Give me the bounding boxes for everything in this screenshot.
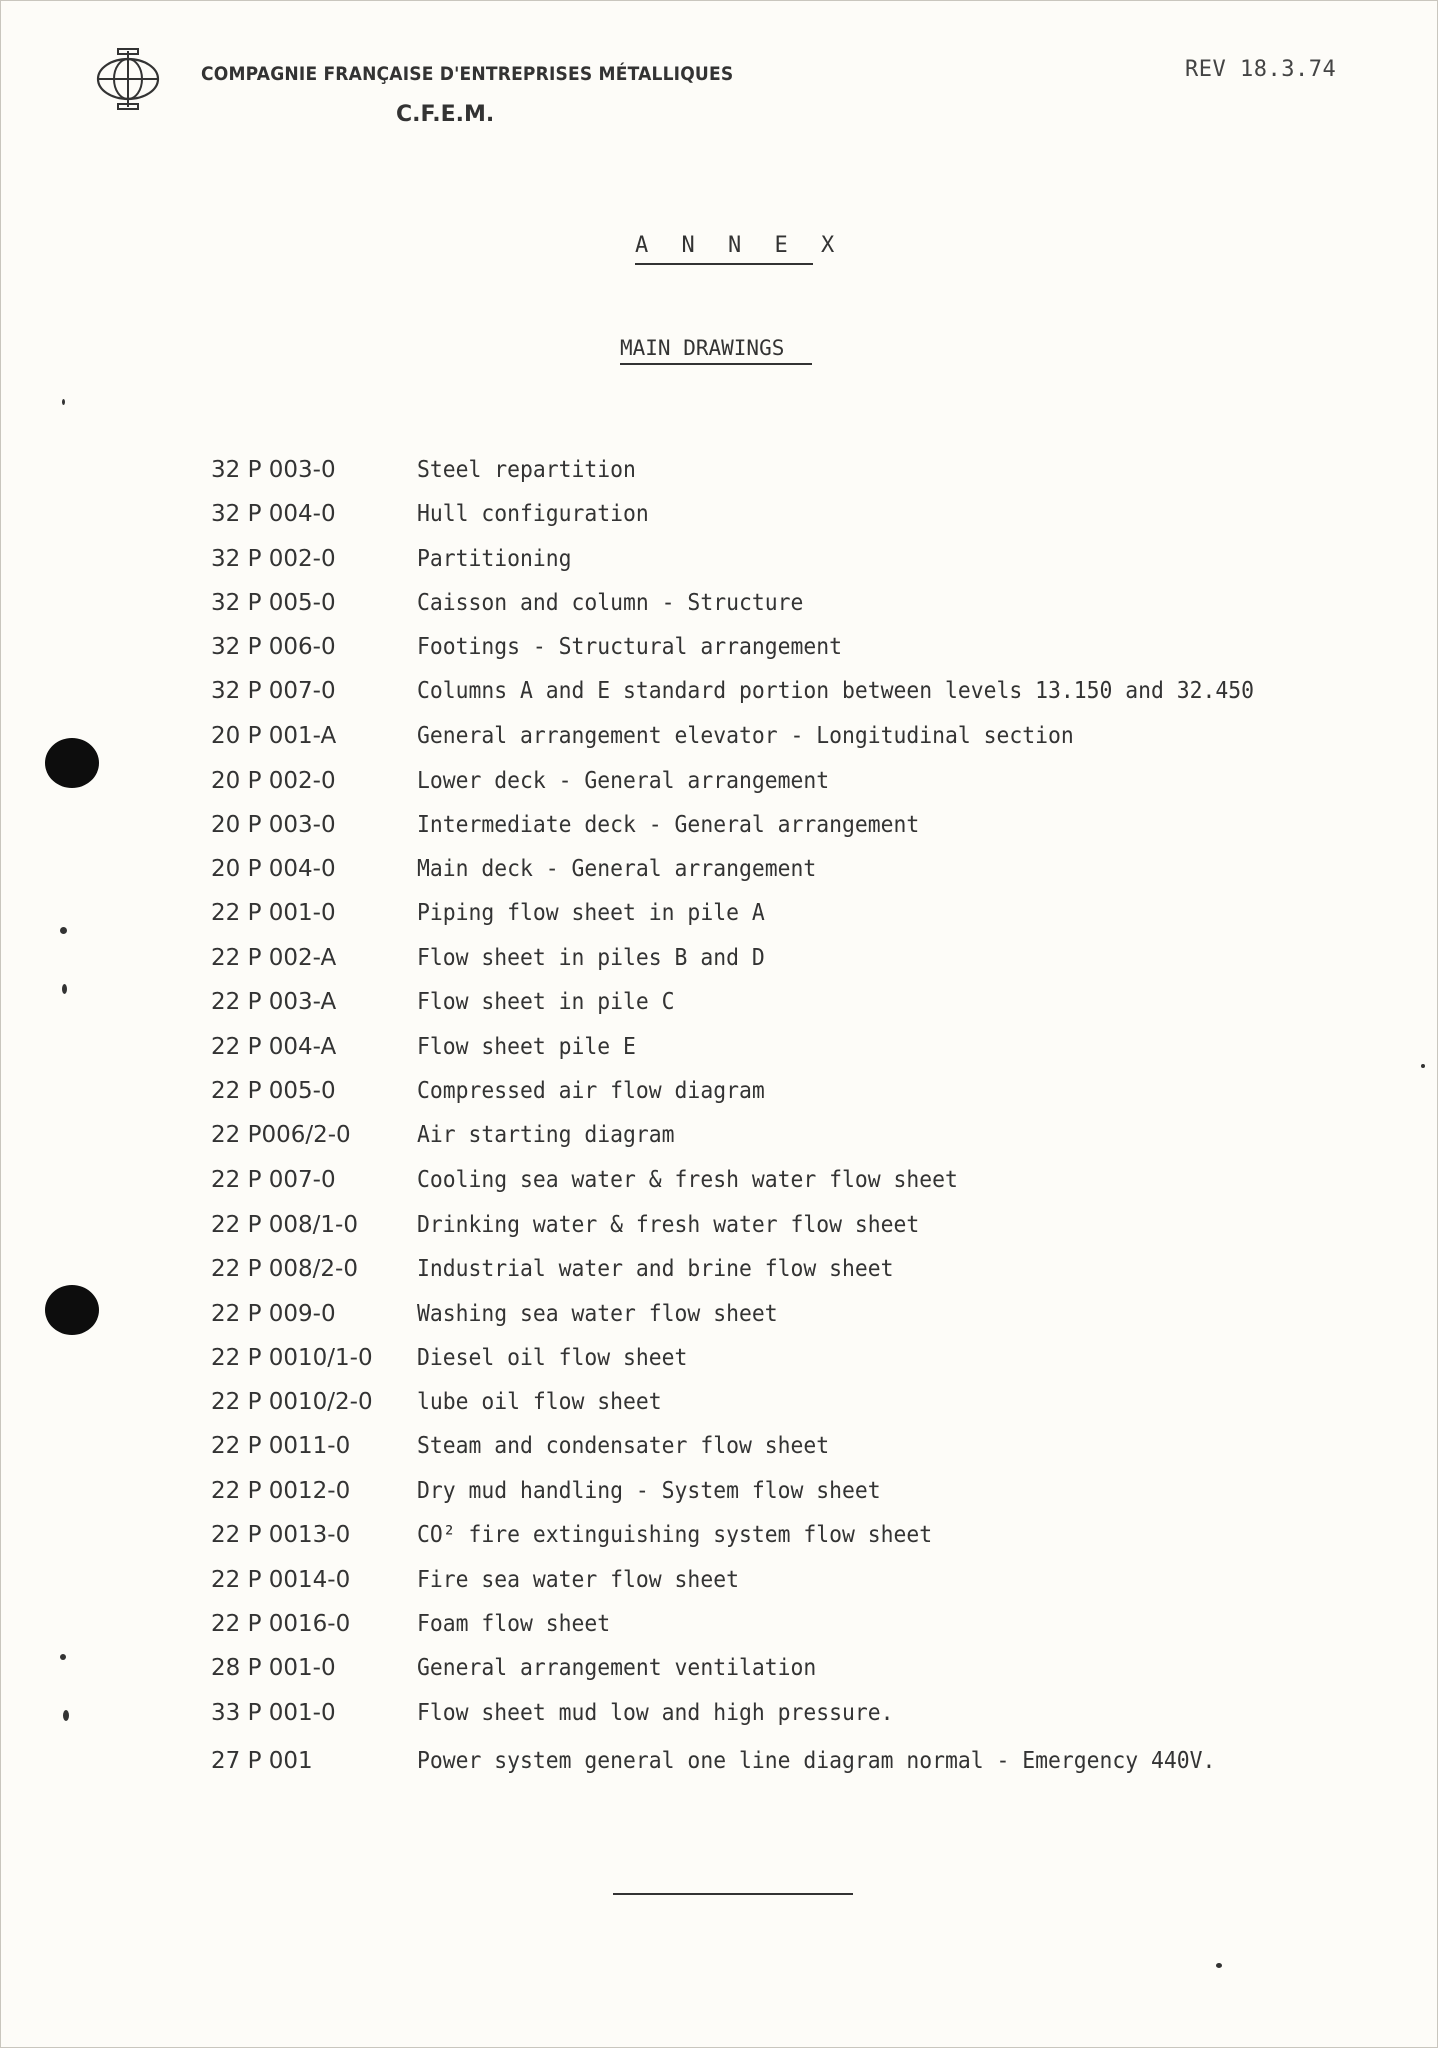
page-subtitle: MAIN DRAWINGS: [620, 336, 785, 360]
drawing-code: 20 P 003-0: [211, 812, 336, 838]
title-underline: [635, 263, 813, 265]
punch-hole: [45, 1285, 99, 1335]
paper-speck: [63, 1710, 69, 1721]
drawing-code: 28 P 001-0: [211, 1655, 336, 1681]
drawing-title: Steel repartition: [417, 457, 636, 483]
drawing-code: 22 P 0016-0: [211, 1611, 351, 1637]
drawing-title: Columns A and E standard portion between levels 13.150 and 32.450: [417, 678, 1255, 704]
drawing-title: General arrangement elevator - Longitudinal section: [417, 723, 1074, 749]
page-title: A N N E X: [635, 233, 845, 258]
company-abbreviation: C.F.E.M.: [396, 102, 495, 127]
drawing-code: 22 P 001-0: [211, 900, 336, 926]
drawing-title: Washing sea water flow sheet: [417, 1301, 778, 1327]
drawing-code: 22 P 0010/1-0: [211, 1345, 373, 1371]
drawing-code: 22 P 009-0: [211, 1301, 336, 1327]
drawing-code: 22 P 008/1-0: [211, 1212, 358, 1238]
drawing-code: 32 P 003-0: [211, 457, 336, 483]
drawing-title: Main deck - General arrangement: [417, 856, 817, 882]
drawing-code: 20 P 001-A: [211, 723, 337, 749]
paper-speck: [62, 984, 67, 994]
drawing-title: Flow sheet in pile C: [417, 989, 675, 1015]
drawing-code: 22 P 0013-0: [211, 1522, 351, 1548]
paper-speck: [62, 399, 65, 405]
drawing-code: 22 P 003-A: [211, 989, 337, 1015]
drawing-code: 22 P 0010/2-0: [211, 1389, 373, 1415]
drawing-title: Partitioning: [417, 546, 572, 572]
drawing-title: Industrial water and brine flow sheet: [417, 1256, 894, 1282]
drawing-code: 22 P 002-A: [211, 945, 337, 971]
drawing-title: Foam flow sheet: [417, 1611, 611, 1637]
drawing-title: CO² fire extinguishing system flow sheet: [417, 1522, 933, 1548]
drawing-code: 32 P 004-0: [211, 501, 336, 527]
drawing-code: 22 P 004-A: [211, 1034, 337, 1060]
drawing-title: Steam and condensater flow sheet: [417, 1433, 830, 1459]
drawing-title: Flow sheet pile E: [417, 1034, 636, 1060]
drawing-code: 22 P 007-0: [211, 1167, 336, 1193]
drawing-title: Diesel oil flow sheet: [417, 1345, 688, 1371]
drawing-title: Cooling sea water & fresh water flow sheet: [417, 1167, 958, 1193]
drawing-title: Power system general one line diagram normal - Emergency 440V.: [417, 1748, 1216, 1774]
drawing-title: Fire sea water flow sheet: [417, 1567, 739, 1593]
revision-date: REV 18.3.74: [1185, 57, 1337, 82]
drawing-code: 22 P 008/2-0: [211, 1256, 358, 1282]
drawing-title: Caisson and column - Structure: [417, 590, 804, 616]
paper-speck: [60, 1654, 66, 1660]
drawing-title: General arrangement ventilation: [417, 1655, 817, 1681]
drawing-code: 32 P 005-0: [211, 590, 336, 616]
drawing-code: 32 P 007-0: [211, 678, 336, 704]
drawing-title: Air starting diagram: [417, 1122, 675, 1148]
drawing-code: 33 P 001-0: [211, 1700, 336, 1726]
drawing-title: Drinking water & fresh water flow sheet: [417, 1212, 920, 1238]
drawing-title: Piping flow sheet in pile A: [417, 900, 765, 926]
drawing-title: Intermediate deck - General arrangement: [417, 812, 920, 838]
drawing-code: 22 P 0012-0: [211, 1478, 351, 1504]
end-rule: [613, 1893, 853, 1895]
drawing-title: lube oil flow sheet: [417, 1389, 662, 1415]
drawing-title: Dry mud handling - System flow sheet: [417, 1478, 881, 1504]
company-name: COMPAGNIE FRANÇAISE D'ENTREPRISES MÉTALLIQUES: [201, 63, 734, 85]
drawing-code: 20 P 004-0: [211, 856, 336, 882]
drawing-code: 20 P 002-0: [211, 768, 336, 794]
drawing-code: 27 P 001: [211, 1748, 313, 1774]
paper-speck: [1216, 1963, 1222, 1968]
drawing-title: Flow sheet in piles B and D: [417, 945, 765, 971]
company-logo: [93, 47, 163, 111]
paper-speck: [60, 927, 67, 934]
subtitle-underline: [620, 363, 812, 365]
drawing-title: Lower deck - General arrangement: [417, 768, 830, 794]
drawing-code: 32 P 006-0: [211, 634, 336, 660]
punch-hole: [45, 738, 99, 788]
drawing-code: 22 P 0014-0: [211, 1567, 351, 1593]
paper-speck: [1421, 1064, 1425, 1068]
drawing-title: Hull configuration: [417, 501, 649, 527]
drawing-code: 22 P006/2-0: [211, 1122, 351, 1148]
drawing-title: Footings - Structural arrangement: [417, 634, 842, 660]
drawing-title: Compressed air flow diagram: [417, 1078, 765, 1104]
drawing-title: Flow sheet mud low and high pressure.: [417, 1700, 894, 1726]
drawing-code: 22 P 005-0: [211, 1078, 336, 1104]
drawing-code: 22 P 0011-0: [211, 1433, 351, 1459]
drawing-code: 32 P 002-0: [211, 546, 336, 572]
